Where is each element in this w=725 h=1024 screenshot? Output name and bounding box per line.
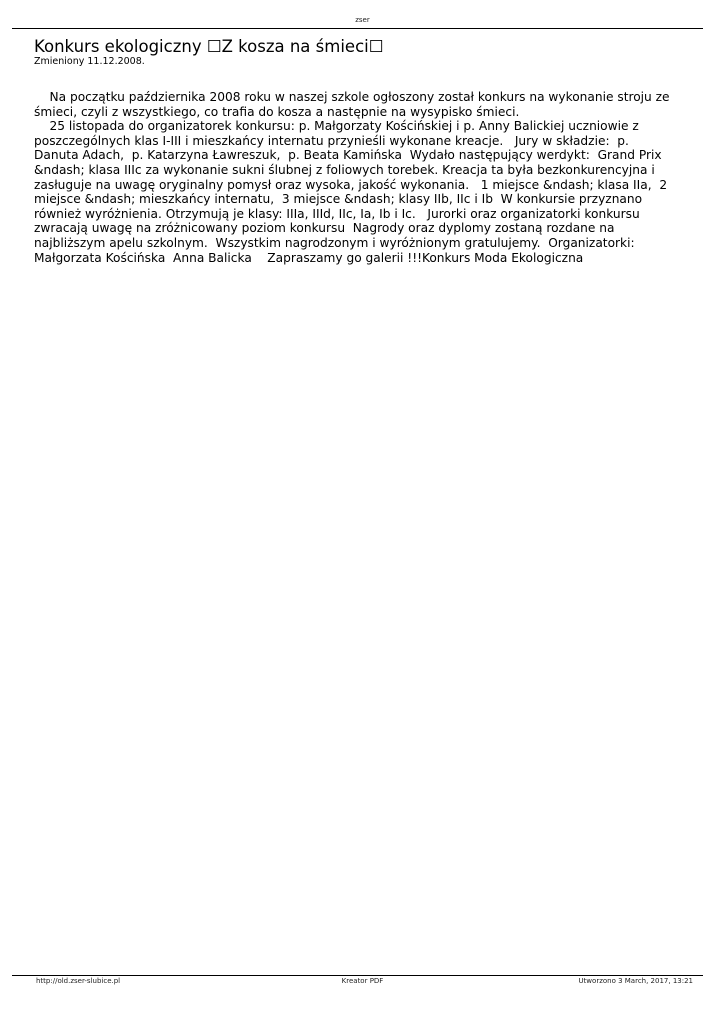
footer-divider bbox=[12, 975, 703, 976]
article-line: najbliższym apelu szkolnym. Wszystkim nagrodzonym i wyróżnionym gratulujemy. Organizatorki: bbox=[34, 235, 635, 250]
article-line: 25 listopada do organizatorek konkursu: p. Małgorzaty Kościńskiej i p. Anny Balickiej uczniowie z bbox=[34, 119, 639, 134]
header-site-name: zser bbox=[355, 16, 370, 24]
footer-url-link[interactable]: http://old.zser-slubice.pl bbox=[36, 977, 121, 985]
article-body bbox=[34, 90, 694, 265]
article-line: Na początku października 2008 roku w naszej szkole ogłoszony został konkurs na wykonanie stroju ze bbox=[34, 90, 670, 104]
article-line: &ndash; klasa IIIc za wykonanie sukni ślubnej z foliowych torebek. Kreacja ta była bezkonkurencyjna i bbox=[34, 162, 655, 177]
article-line: poszczególnych klas I-III i mieszkańcy internatu przynieśli wykonane kreacje. Jury w składzie: p. bbox=[34, 133, 629, 148]
article-line: miejsce &ndash; mieszkańcy internatu, 3 miejsce &ndash; klasy IIb, IIc i Ib W konkursie przyznano bbox=[34, 192, 643, 207]
article-line: Małgorzata Kościńska Anna Balicka Zapraszamy go galerii !!!Konkurs Moda Ekologiczna bbox=[34, 250, 584, 265]
footer-generator: Kreator PDF bbox=[341, 977, 384, 985]
article-line: zwracają uwagę na zróżnicowany poziom konkursu Nagrody oraz dyplomy zostaną rozdane na bbox=[34, 221, 615, 236]
article-line: również wyróżnienia. Otrzymują je klasy: IIIa, IIId, IIc, Ia, Ib i Ic. Jurorki oraz organizatorki konkursu bbox=[34, 206, 640, 221]
header-divider bbox=[12, 28, 703, 29]
footer-created-date: Utworzono 3 March, 2017, 13:21 bbox=[578, 977, 693, 985]
article-line: zasługuje na uwagę oryginalny pomysł oraz wysoka, jakość wykonania. 1 miejsce &ndash; klasa IIa, 2 bbox=[34, 177, 668, 192]
article-title: Konkurs ekologiczny ☐Z kosza na śmieci☐ bbox=[34, 37, 384, 56]
article-modified-date: Zmieniony 11.12.2008. bbox=[34, 56, 145, 67]
article-line: Danuta Adach, p. Katarzyna Ławreszuk, p. Beata Kamińska Wydało następujący werdykt: Grand Prix bbox=[34, 148, 662, 163]
article-line: śmieci, czyli z wszystkiego, co trafia do kosza a następnie na wysypisko śmieci. bbox=[34, 104, 520, 119]
